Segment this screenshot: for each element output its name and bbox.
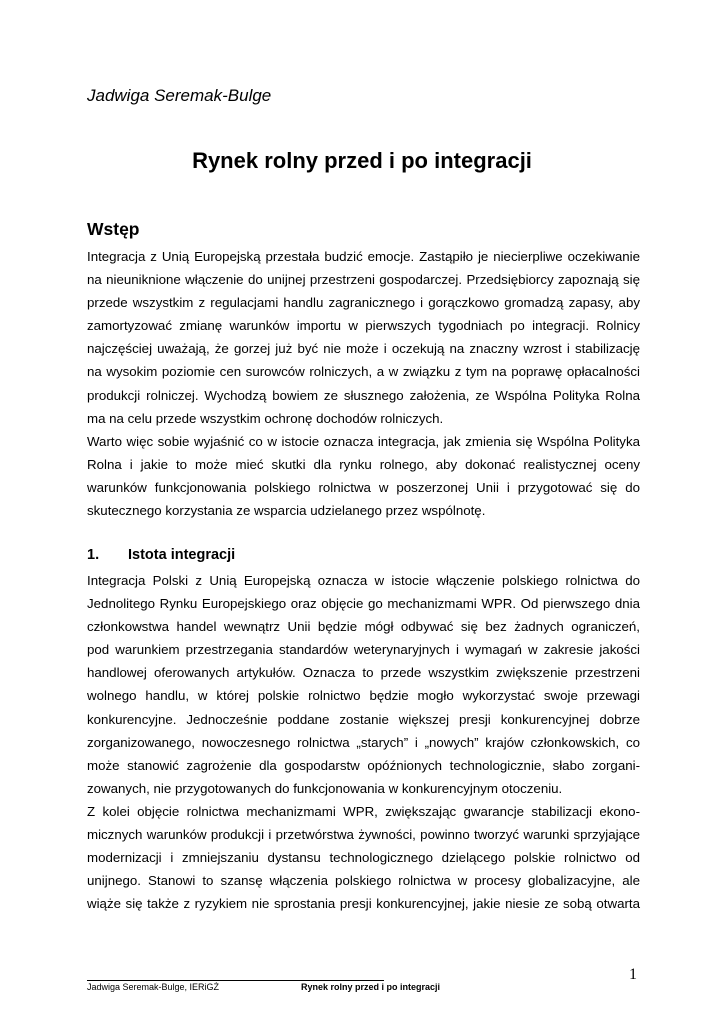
text-line: może stanowić zagrożenie dla gospodarstw opóźnionych technologicznie, słabo zorgani-	[87, 757, 640, 773]
footer-divider	[87, 980, 384, 981]
text-line: Integracja z Unią Europejską przestała budzić emocje. Zastąpiło je niecierpliwe oczekiwanie	[87, 249, 640, 264]
author-name: Jadwiga Seremak-Bulge	[87, 86, 272, 105]
section-1-paragraph-2	[87, 800, 640, 915]
section-1-paragraph-1	[87, 569, 640, 800]
text-line: członkowstwa handel wewnątrz Unii będzie mógł odbywać się bez żadnych ograniczeń,	[87, 619, 640, 635]
text-line: pod warunkiem przestrzegania standardów weterynaryjnych i wymagań w zakresie jakości	[87, 642, 640, 658]
text-line: Integracja Polski z Unią Europejską oznacza w istocie włączenie polskiego rolnictwa do	[87, 573, 640, 588]
text-line: zamortyzować zmianę warunków importu w pierwszych tygodniach po integracji. Rolnicy	[87, 318, 640, 334]
text-line: Warto więc sobie wyjaśnić co w istocie oznacza integracja, jak zmienia się Wspólna Polityka	[87, 434, 640, 449]
text-line: ma na celu przede wszystkim ochronę dochodów rolniczych.	[87, 410, 444, 426]
text-line: na wysokim poziomie cen surowców rolniczych, a w związku z tym na poprawę opłacalności	[87, 364, 640, 380]
text-line: wiąże się także z ryzykiem nie sprostania presji konkurencyjnej, jakie niesie ze sobą otwarta	[87, 896, 640, 912]
text-line: unijnego. Stanowi to szansę włączenia polskiego rolnictwa w procesy globalizacyjne, ale	[87, 873, 640, 889]
text-line: warunków funkcjonowania polskiego rolnictwa w poszerzonej Unii i przygotować się do	[87, 480, 640, 496]
footer-title: Rynek rolny przed i po integracji	[301, 982, 441, 992]
section-number: 1.	[87, 547, 100, 563]
text-line: Z kolei objęcie rolnictwa mechanizmami WPR, zwiększając gwarancje stabilizacji ekono-	[87, 804, 640, 819]
text-line: handlowej oferowanych artykułów. Oznacza to przede wszystkim zwiększenie przestrzeni	[87, 665, 640, 681]
text-line: konkurencyjne. Jednocześnie poddane zostanie większej presji konkurencyjnej dobrze	[87, 711, 640, 727]
text-line: wolnego handlu, w której polskie rolnictwo będzie mogło wykorzystać swoje przewagi	[87, 688, 640, 704]
text-line: zorganizowanego, nowoczesnego rolnictwa „starych” i „nowych” krajów członkowskich, co	[87, 734, 640, 750]
text-line: najczęściej uważają, że gorzej już być nie może i oczekują na znaczny wzrost i stabilizację	[87, 341, 640, 357]
text-line: Rolna i jakie to może mieć skutki dla rynku rolnego, aby dokonać realistycznej oceny	[87, 457, 640, 473]
text-line: produkcji rolniczej. Wychodzą bowiem ze słusznego założenia, ze Wspólna Polityka Rolna	[87, 387, 640, 403]
text-line: micznych warunków produkcji i przetwórstwa żywności, powinno tworzyć warunki sprzyjające	[87, 827, 640, 843]
intro-paragraph-2	[87, 430, 640, 522]
text-line: zowanych, nie przygotowanych do funkcjonowania w konkurencyjnym otoczeniu.	[87, 780, 563, 796]
page-number: 1	[629, 966, 637, 983]
section-title: Istota integracji	[128, 547, 236, 563]
intro-paragraph-1	[87, 245, 640, 430]
text-line: przede wszystkim z regulacjami handlu zagranicznego i gorączkowo gromadzą zapasy, aby	[87, 295, 640, 311]
text-line: na nieuniknione włączenie do unijnej przestrzeni gospodarczej. Przedsiębiorcy zapoznają się	[87, 272, 640, 288]
footer-author: Jadwiga Seremak-Bulge, IERiGŻ	[87, 982, 220, 992]
text-line: Jednolitego Rynku Europejskiego oraz objęcie go mechanizmami WPR. Od pierwszego dnia	[87, 596, 640, 612]
text-line: skutecznego korzystania ze wsparcia udzielanego przez wspólnotę.	[87, 503, 486, 519]
intro-heading: Wstęp	[87, 219, 140, 239]
text-line: modernizacji i zmniejszaniu dystansu technologicznego dzielącego polskie rolnictwo od	[87, 850, 640, 866]
document-title: Rynek rolny przed i po integracji	[192, 148, 532, 173]
section-1-heading	[87, 547, 235, 563]
